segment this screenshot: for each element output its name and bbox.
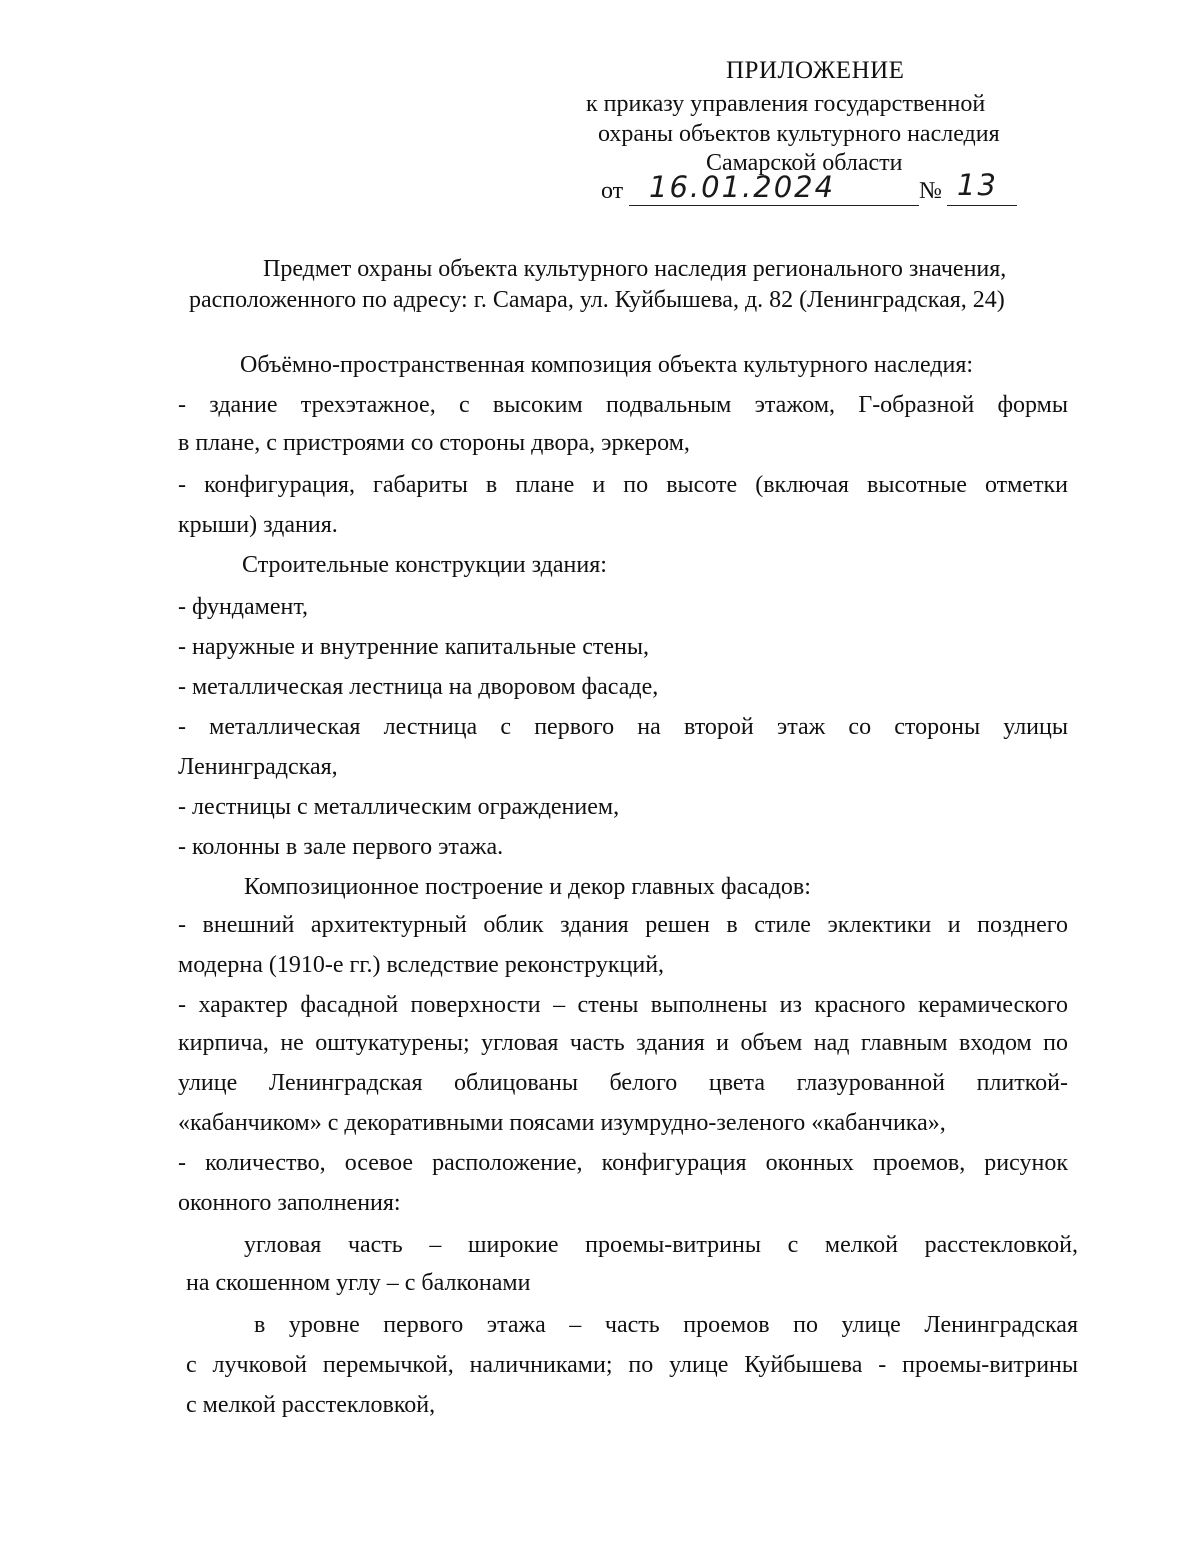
section-line: крыши) здания. [178,512,338,538]
section-line: угловая часть – широкие проемы-витрины с мелкой расстекловкой, [244,1232,1078,1258]
order-date-line [601,168,1021,208]
section-line: оконного заполнения: [178,1190,401,1216]
appendix-subtitle-line-3: Самарской области [706,150,903,176]
list-item: - фундамент, [178,594,309,620]
section-line: - конфигурация, габариты в плане и по высоте (включая высотные отметки [178,472,1068,498]
section-heading-facades: Композиционное построение и декор главных фасадов: [244,874,811,900]
section-line: - характер фасадной поверхности – стены выполнены из красного керамического [178,992,1068,1018]
list-item: - колонны в зале первого этажа. [178,834,504,860]
section-line: «кабанчиком» с декоративными поясами изумрудно-зеленого «кабанчика», [178,1110,946,1136]
handwritten-number: 13 [957,168,998,202]
appendix-subtitle-line-1: к приказу управления государственной [586,91,986,117]
section-line: в плане, с пристроями со стороны двора, эркером, [178,430,690,456]
number-prefix: № [919,178,942,204]
section-line: - здание трехэтажное, с высоким подвальным этажом, Г-образной формы [178,392,1068,418]
section-line: модерна (1910-е гг.) вследствие реконструкций, [178,952,665,978]
handwritten-date: 16.01.2024 [649,170,836,204]
date-prefix: от [601,178,624,204]
appendix-title: ПРИЛОЖЕНИЕ [726,57,905,84]
list-item: - наружные и внутренние капитальные стены, [178,634,649,660]
document-title-line-2: расположенного по адресу: г. Самара, ул. Куйбышева, д. 82 (Ленинградская, 24) [189,287,1005,313]
section-heading-composition: Объёмно-пространственная композиция объекта культурного наследия: [240,352,974,378]
section-line: с лучковой перемычкой, наличниками; по улице Куйбышева - проемы-витрины [186,1352,1078,1378]
date-underline [629,205,919,206]
section-line: с мелкой расстекловкой, [186,1392,436,1418]
list-item: - лестницы с металлическим ограждением, [178,794,620,820]
appendix-subtitle-line-2: охраны объектов культурного наследия [598,121,1000,147]
list-item-continuation: Ленинградская, [178,754,338,780]
section-line: - количество, осевое расположение, конфигурация оконных проемов, рисунок [178,1150,1068,1176]
section-line: на скошенном углу – с балконами [186,1270,531,1296]
section-line: кирпича, не оштукатурены; угловая часть здания и объем над главным входом по [178,1030,1068,1056]
number-underline [947,205,1017,206]
section-heading-structures: Строительные конструкции здания: [242,552,607,578]
section-line: улице Ленинградская облицованы белого цвета глазурованной плиткой- [178,1070,1068,1096]
section-line: - внешний архитектурный облик здания решен в стиле эклектики и позднего [178,912,1068,938]
document-title-line-1: Предмет охраны объекта культурного наследия регионального значения, [263,256,1007,282]
section-line: в уровне первого этажа – часть проемов по улице Ленинградская [254,1312,1078,1338]
list-item: - металлическая лестница на дворовом фасаде, [178,674,659,700]
list-item: - металлическая лестница с первого на второй этаж со стороны улицы [178,714,1068,740]
